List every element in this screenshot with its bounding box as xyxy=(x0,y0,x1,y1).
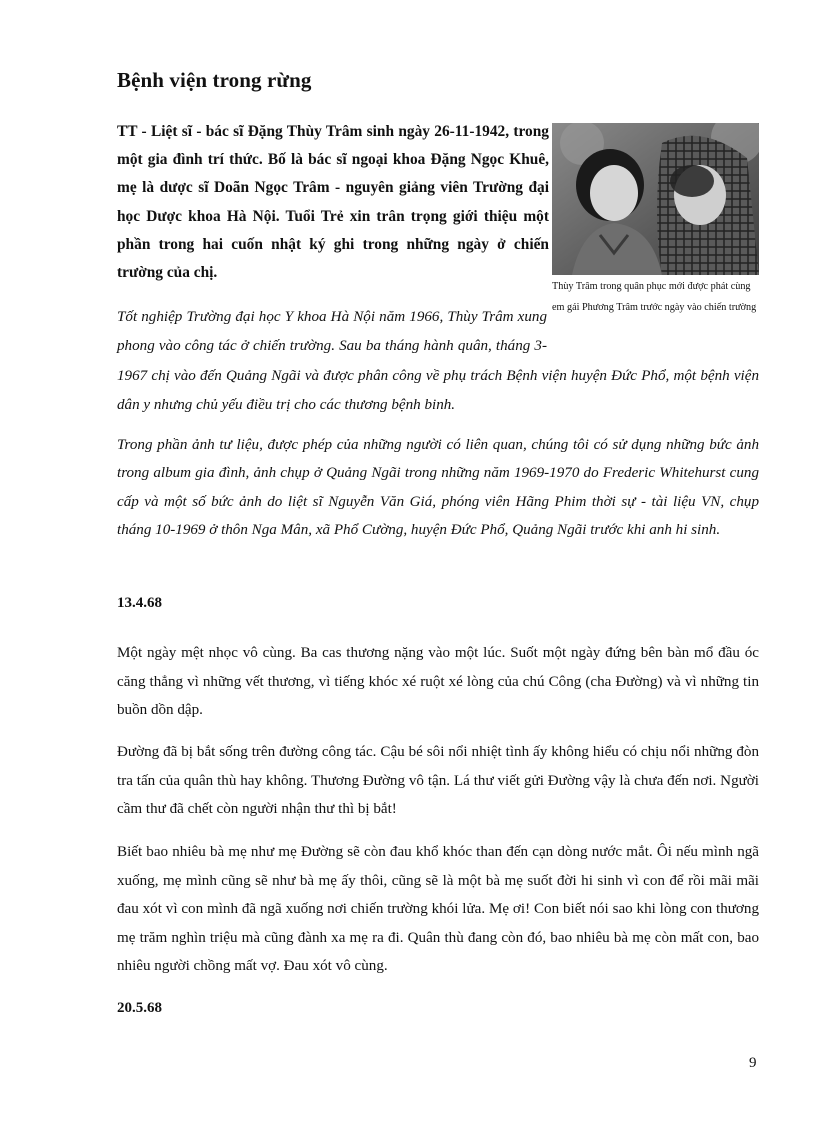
intro-paragraph-1 xyxy=(117,303,759,420)
entry-date: 13.4.68 xyxy=(117,595,162,611)
photo-figure xyxy=(552,123,760,318)
article-lead: TT - Liệt sĩ - bác sĩ Đặng Thùy Trâm sinh ngày 26-11-1942, trong một gia đình trí thức. Bố là bác sĩ ngoại khoa Đặng Ngọc Khuê, mẹ là dược sĩ Doãn Ngọc Trâm - nguyên giảng viên Trường đại học Dược khoa Hà Nội. Tuổi Trẻ xin trân trọng giới thiệu một phần trong hai cuốn nhật ký ghi trong những ngày ở chiến trường của chị. xyxy=(117,123,549,282)
portrait-photo xyxy=(552,123,759,275)
intro-paragraph-2: Trong phần ảnh tư liệu, được phép của những người có liên quan, chúng tôi có sử dụng những bức ảnh trong album gia đình, ảnh chụp ở Quảng Ngãi trong những năm 1969-1970 do Frederic Whitehurst cung cấp và một số bức ảnh do liệt sĩ Nguyễn Văn Giá, phóng viên Hãng Phim thời sự - tài liệu VN, chụp tháng 10-1969 ở thôn Nga Mân, xã Phổ Cường, huyện Đức Phổ, Quảng Ngãi trước khi anh hi sinh. xyxy=(117,437,759,539)
photo-caption: Thùy Trâm trong quân phục mới được phát cùng em gái Phương Trâm trước ngày vào chiến trường xyxy=(552,281,757,313)
entry-date: 20.5.68 xyxy=(117,1000,162,1016)
entry-paragraph: Một ngày mệt nhọc vô cùng. Ba cas thương nặng vào một lúc. Suốt một ngày đứng bên bàn mổ đầu óc căng thẳng vì những vết thương, vì tiếng khóc xé ruột xé lòng của chú Công (cha Đường) và vì những tin buồn dồn dập. xyxy=(117,645,759,719)
intro-text-1: Tốt nghiệp Trường đại học Y khoa Hà Nội năm 1966, Thùy Trâm xung phong vào công tác ở chiến trường. Sau ba tháng hành quân, tháng 3-1967 chị vào đến Quảng Ngãi và được phân công về phụ trách Bệnh viện huyện Đức Phổ, một bệnh viện dân y nhưng chủ yếu điều trị cho các thương bệnh binh. xyxy=(117,309,759,413)
document-page xyxy=(117,0,759,1123)
entry-paragraph: Đường đã bị bắt sống trên đường công tác. Cậu bé sôi nổi nhiệt tình ấy không hiểu có chịu nổi những đòn tra tấn của quân thù hay không. Thương Đường vô tận. Lá thư viết gửi Đường vậy là chưa đến nơi. Người cầm thư đã chết còn người nhận thư thì bị bắt! xyxy=(117,744,759,818)
entry-paragraph: Biết bao nhiêu bà mẹ như mẹ Đường sẽ còn đau khổ khóc than đến cạn dòng nước mắt. Ôi nếu mình ngã xuống, mẹ mình cũng sẽ như bà mẹ ấy thôi, cũng sẽ là một bà mẹ suốt đời hi sinh vì con để rồi mãi mãi đau xót vì con mình đã ngã xuống nơi chiến trường khói lửa. Mẹ ơi! Con biết nói sao khi lòng con thương mẹ trăm nghìn triệu mà cũng đành xa mẹ ra đi. Quân thù đang còn đó, bao nhiêu bà mẹ còn mất con, bao nhiêu người chồng mất vợ. Đau xót vô cùng. xyxy=(117,844,759,975)
page-number: 9 xyxy=(749,1055,757,1071)
figure-wrap-spacer xyxy=(547,303,759,361)
article-title: Bệnh viện trong rừng xyxy=(117,68,312,92)
